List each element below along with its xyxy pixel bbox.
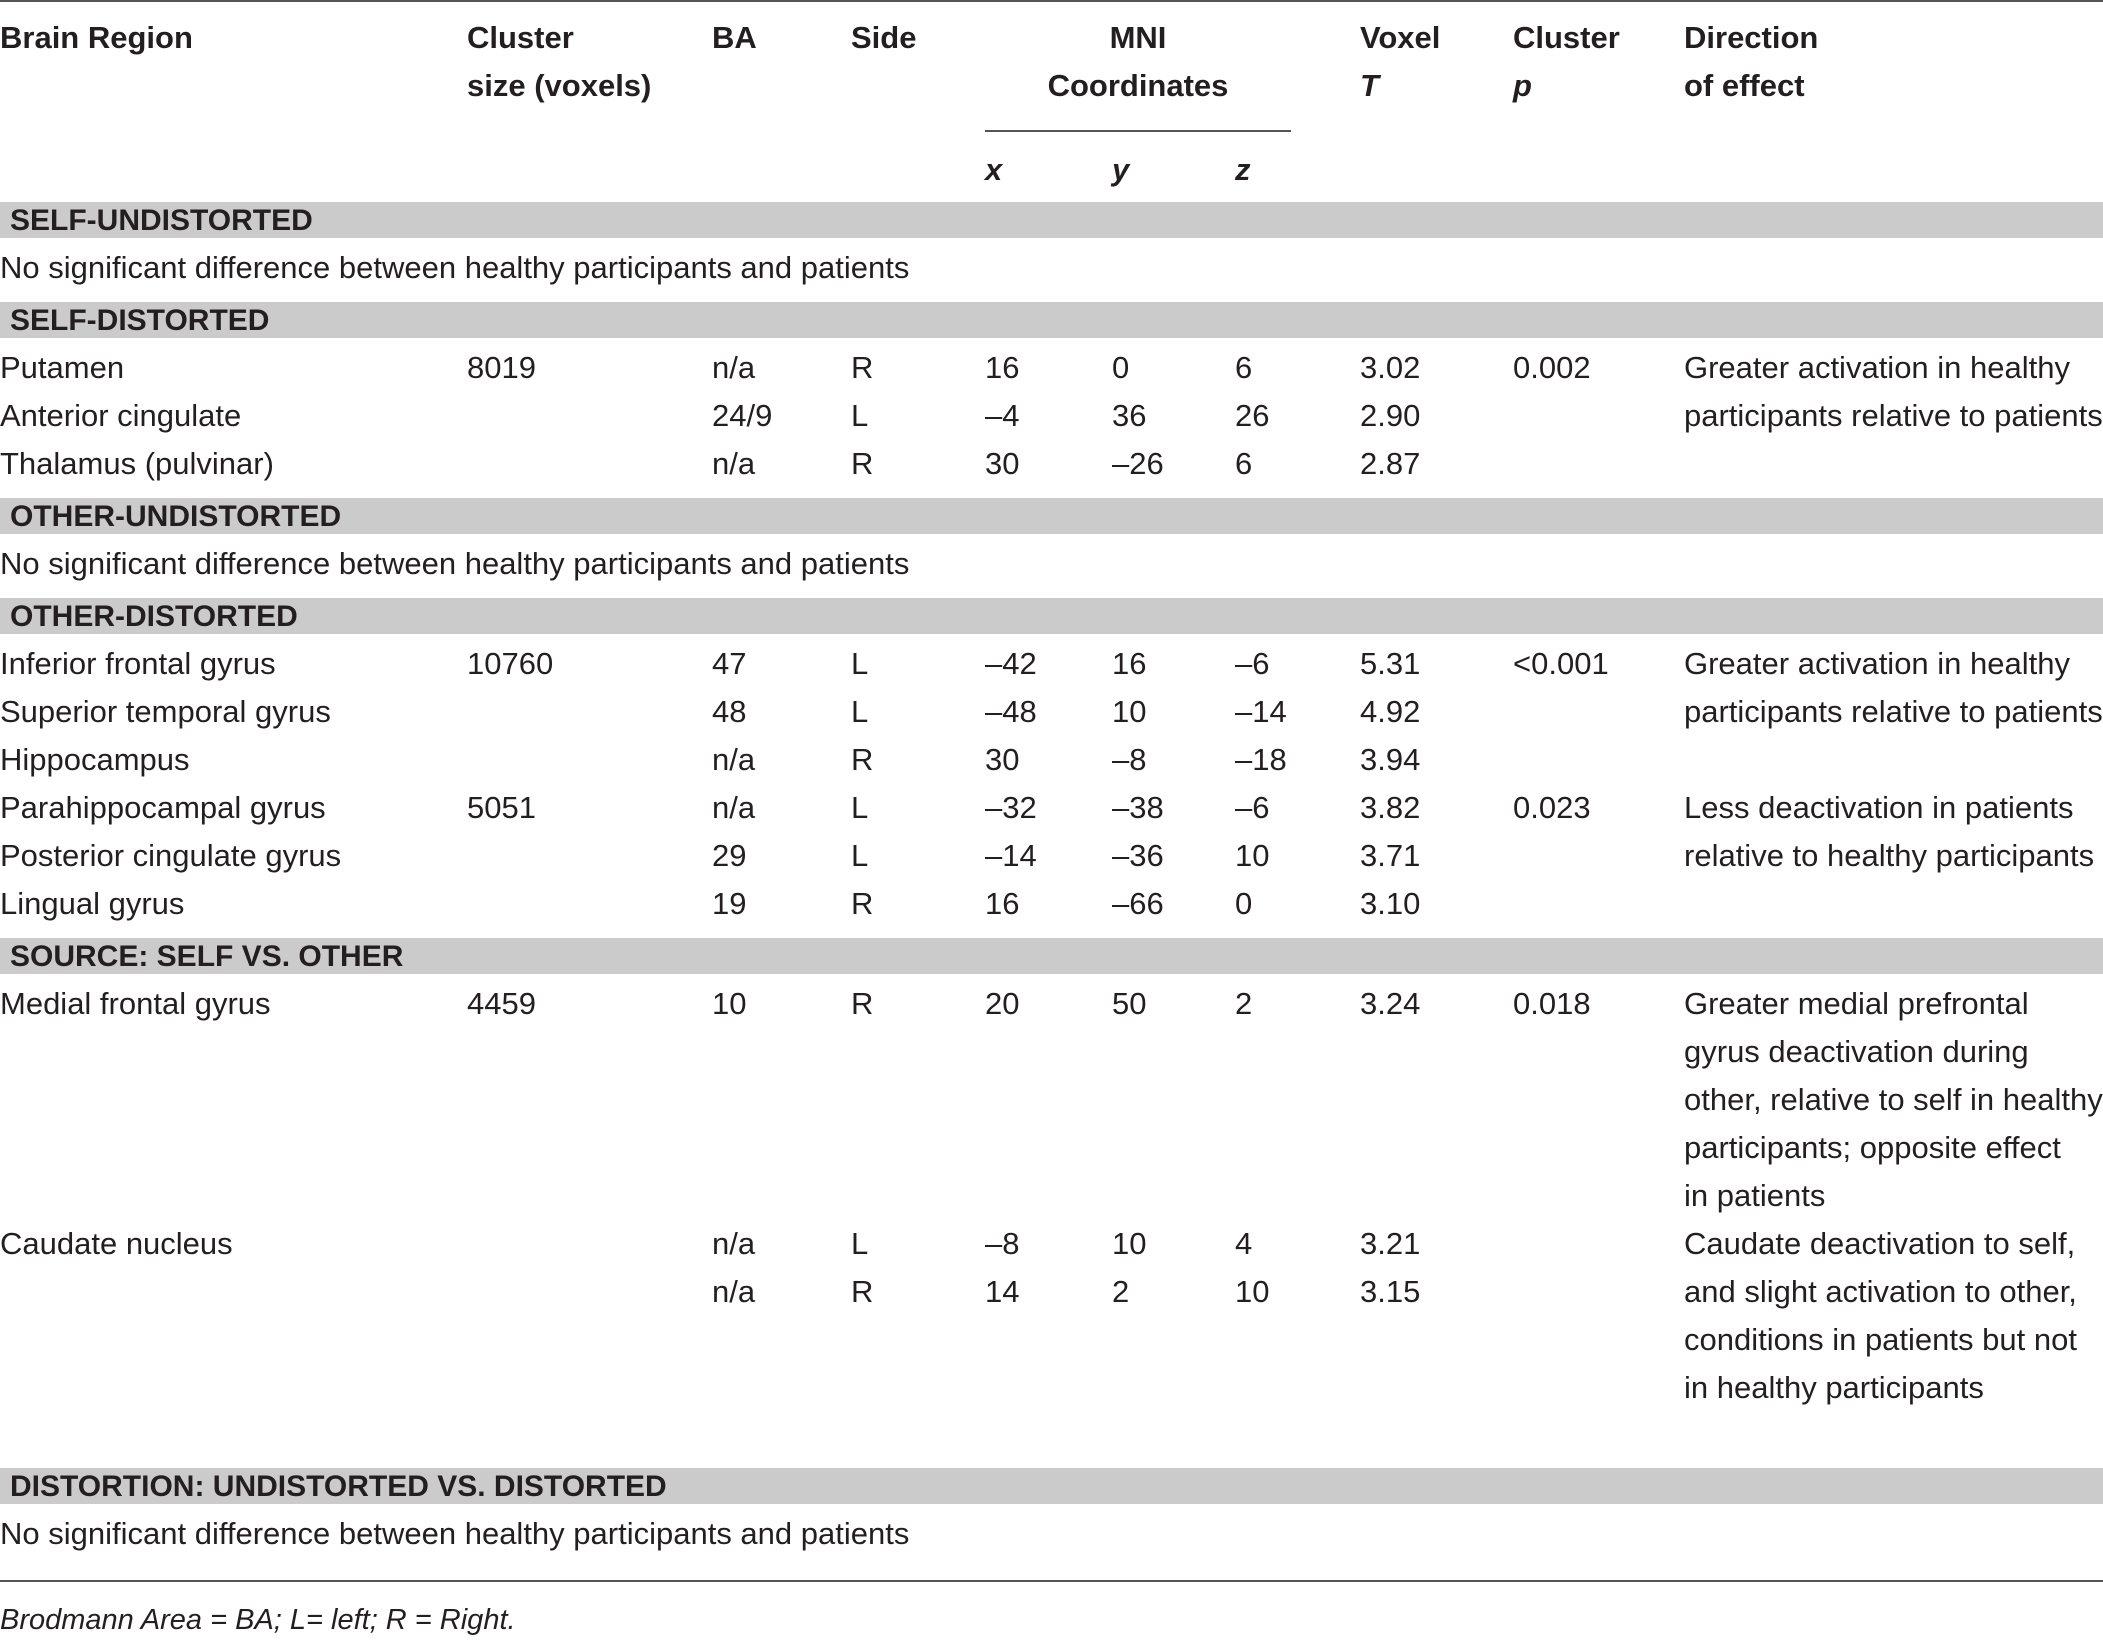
- cell-t: 3.82: [1360, 790, 1421, 825]
- cell-p: 0.018: [1513, 986, 1591, 1021]
- cell-effect-line: Greater medial prefrontal: [1684, 986, 2029, 1021]
- cell-x: –4: [985, 398, 1020, 433]
- cell-x: –42: [985, 646, 1037, 681]
- cell-effect-line: Less deactivation in patients: [1684, 790, 2074, 825]
- cell-y: –36: [1112, 838, 1164, 873]
- header-z: z: [1235, 152, 1251, 187]
- cell-y: –26: [1112, 446, 1164, 481]
- cell-region: Putamen: [0, 350, 125, 385]
- mni-rule: [985, 130, 1291, 132]
- cell-ba: 47: [712, 646, 747, 681]
- cell-x: 30: [985, 742, 1020, 777]
- cell-p: 0.002: [1513, 350, 1591, 385]
- cell-t: 3.24: [1360, 986, 1421, 1021]
- cell-effect-line: participants; opposite effect: [1684, 1130, 2061, 1165]
- cell-y: 36: [1112, 398, 1147, 433]
- cell-t: 4.92: [1360, 694, 1421, 729]
- header-mni-line1: MNI: [1109, 20, 1167, 55]
- cell-y: 10: [1112, 1226, 1147, 1261]
- cell-z: –6: [1235, 790, 1270, 825]
- header-direction-line2: of effect: [1684, 68, 1805, 103]
- cell-y: 2: [1112, 1274, 1130, 1309]
- cell-y: –66: [1112, 886, 1164, 921]
- cell-region: Thalamus (pulvinar): [0, 446, 274, 481]
- cell-effect-line: in patients: [1684, 1178, 1826, 1213]
- cell-region: Medial frontal gyrus: [0, 986, 271, 1021]
- table-footnote: Brodmann Area = BA; L= left; R = Right.: [0, 1604, 516, 1636]
- cell-y: –8: [1112, 742, 1147, 777]
- cell-ba: n/a: [712, 350, 756, 385]
- cell-y: 16: [1112, 646, 1147, 681]
- cell-t: 3.02: [1360, 350, 1421, 385]
- cell-t: 3.71: [1360, 838, 1421, 873]
- cell-effect-line: participants relative to patients: [1684, 694, 2103, 729]
- cell-t: 3.15: [1360, 1274, 1421, 1309]
- cell-z: 2: [1235, 986, 1253, 1021]
- cell-side: R: [851, 446, 874, 481]
- section-title: SELF-DISTORTED: [0, 302, 2103, 338]
- cell-t: 2.90: [1360, 398, 1421, 433]
- section-title: SELF-UNDISTORTED: [0, 202, 2103, 238]
- header-mni-line2: Coordinates: [1047, 68, 1229, 103]
- cell-region: Superior temporal gyrus: [0, 694, 331, 729]
- cell-t: 2.87: [1360, 446, 1421, 481]
- section-note: No significant difference between healthy participants and patients: [0, 1516, 910, 1551]
- cell-effect-line: relative to healthy participants: [1684, 838, 2095, 873]
- cell-region: Anterior cingulate: [0, 398, 242, 433]
- cell-ba: n/a: [712, 1226, 756, 1261]
- cell-effect-line: Greater activation in healthy: [1684, 646, 2070, 681]
- header-voxel-line2: T: [1360, 68, 1379, 103]
- cell-side: R: [851, 1274, 874, 1309]
- cell-ba: n/a: [712, 446, 756, 481]
- cell-side: L: [851, 790, 869, 825]
- cell-effect-line: in healthy participants: [1684, 1370, 1984, 1405]
- cell-z: –18: [1235, 742, 1287, 777]
- header-cluster-size-line1: Cluster: [467, 20, 574, 55]
- cell-size: 4459: [467, 986, 536, 1021]
- cell-t: 3.21: [1360, 1226, 1421, 1261]
- cell-t: 3.10: [1360, 886, 1421, 921]
- cell-side: L: [851, 646, 869, 681]
- section-title: SOURCE: SELF VS. OTHER: [0, 938, 2103, 974]
- cell-z: 6: [1235, 446, 1253, 481]
- cell-size: 10760: [467, 646, 554, 681]
- cell-side: R: [851, 886, 874, 921]
- top-rule: [0, 0, 2103, 2]
- section-note: No significant difference between healthy participants and patients: [0, 546, 910, 581]
- header-direction-line1: Direction: [1684, 20, 1819, 55]
- cell-x: –14: [985, 838, 1037, 873]
- cell-effect-line: other, relative to self in healthy: [1684, 1082, 2103, 1117]
- header-x: x: [985, 152, 1003, 187]
- cell-z: –6: [1235, 646, 1270, 681]
- cell-ba: 10: [712, 986, 747, 1021]
- cell-region: Hippocampus: [0, 742, 190, 777]
- bottom-rule: [0, 1580, 2103, 1582]
- cell-effect-line: Caudate deactivation to self,: [1684, 1226, 2076, 1261]
- header-y: y: [1112, 152, 1130, 187]
- header-cluster-p-line1: Cluster: [1513, 20, 1620, 55]
- cell-z: 0: [1235, 886, 1253, 921]
- cell-ba: n/a: [712, 742, 756, 777]
- cell-region: Posterior cingulate gyrus: [0, 838, 342, 873]
- cell-p: <0.001: [1513, 646, 1609, 681]
- cell-ba: 29: [712, 838, 747, 873]
- cell-region: Caudate nucleus: [0, 1226, 233, 1261]
- cell-z: 6: [1235, 350, 1253, 385]
- section-note: No significant difference between healthy participants and patients: [0, 250, 910, 285]
- section-title: DISTORTION: UNDISTORTED VS. DISTORTED: [0, 1468, 2103, 1504]
- cell-y: –38: [1112, 790, 1164, 825]
- cell-effect-line: gyrus deactivation during: [1684, 1034, 2029, 1069]
- cell-side: R: [851, 742, 874, 777]
- cell-side: L: [851, 838, 869, 873]
- cell-z: –14: [1235, 694, 1287, 729]
- cell-ba: 24/9: [712, 398, 773, 433]
- cell-ba: n/a: [712, 790, 756, 825]
- cell-side: L: [851, 694, 869, 729]
- section-title: OTHER-DISTORTED: [0, 598, 2103, 634]
- cell-size: 5051: [467, 790, 536, 825]
- cell-x: 16: [985, 886, 1020, 921]
- cell-side: L: [851, 398, 869, 433]
- cell-y: 10: [1112, 694, 1147, 729]
- cell-x: 14: [985, 1274, 1020, 1309]
- cell-x: 16: [985, 350, 1020, 385]
- cell-x: 30: [985, 446, 1020, 481]
- cell-x: –48: [985, 694, 1037, 729]
- cell-size: 8019: [467, 350, 536, 385]
- cell-y: 50: [1112, 986, 1147, 1021]
- cell-z: 10: [1235, 1274, 1270, 1309]
- cell-z: 10: [1235, 838, 1270, 873]
- cell-t: 3.94: [1360, 742, 1421, 777]
- cell-side: L: [851, 1226, 869, 1261]
- cell-x: –32: [985, 790, 1037, 825]
- cell-z: 26: [1235, 398, 1270, 433]
- cell-region: Parahippocampal gyrus: [0, 790, 326, 825]
- header-voxel-line1: Voxel: [1360, 20, 1441, 55]
- cell-x: 20: [985, 986, 1020, 1021]
- cell-ba: 19: [712, 886, 747, 921]
- cell-side: R: [851, 986, 874, 1021]
- cell-region: Inferior frontal gyrus: [0, 646, 276, 681]
- cell-p: 0.023: [1513, 790, 1591, 825]
- cell-t: 5.31: [1360, 646, 1421, 681]
- cell-y: 0: [1112, 350, 1130, 385]
- cell-ba: n/a: [712, 1274, 756, 1309]
- cell-effect-line: conditions in patients but not: [1684, 1322, 2077, 1357]
- cell-effect-line: and slight activation to other,: [1684, 1274, 2077, 1309]
- header-cluster-p-line2: p: [1513, 68, 1532, 103]
- header-side: Side: [851, 20, 917, 55]
- header-cluster-size-line2: size (voxels): [467, 68, 652, 103]
- cell-effect-line: Greater activation in healthy: [1684, 350, 2070, 385]
- cell-side: R: [851, 350, 874, 385]
- cell-effect-line: participants relative to patients: [1684, 398, 2103, 433]
- header-brain-region: Brain Region: [0, 20, 193, 55]
- header-ba: BA: [712, 20, 757, 55]
- cell-x: –8: [985, 1226, 1020, 1261]
- section-title: OTHER-UNDISTORTED: [0, 498, 2103, 534]
- cell-z: 4: [1235, 1226, 1253, 1261]
- cell-region: Lingual gyrus: [0, 886, 185, 921]
- cell-ba: 48: [712, 694, 747, 729]
